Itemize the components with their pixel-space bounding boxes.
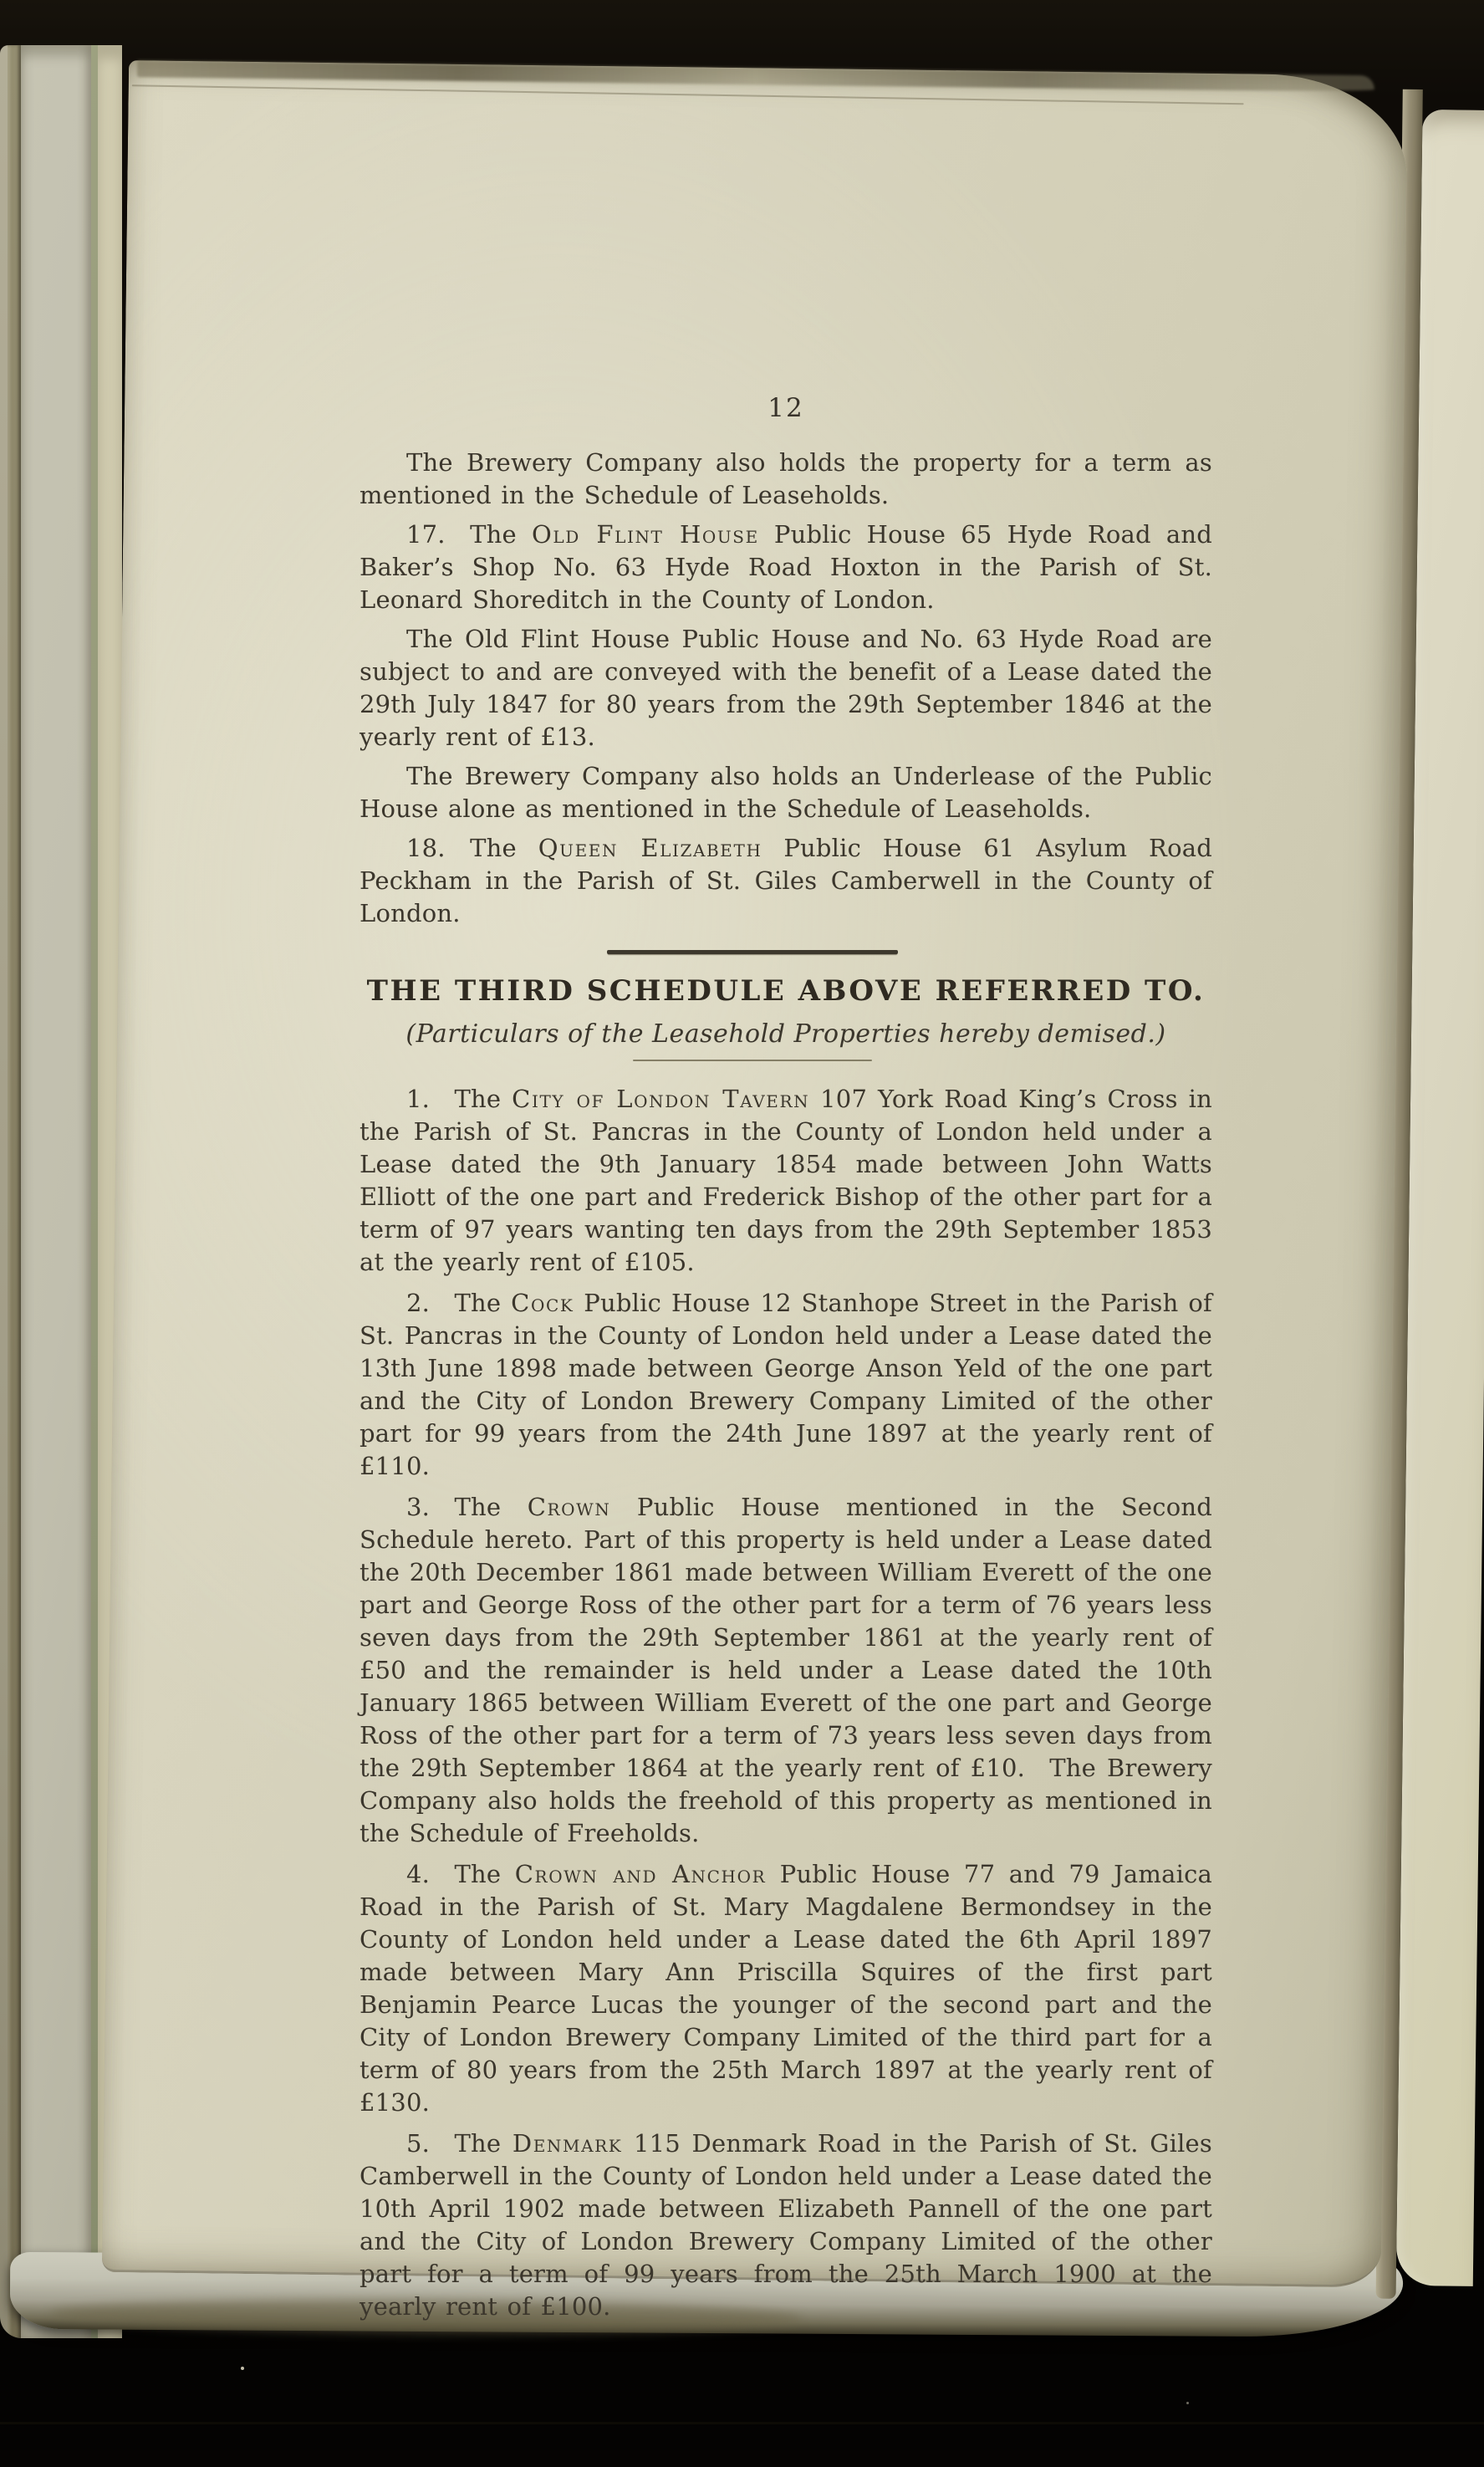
paragraph-text: 17. The <box>406 520 532 549</box>
property-name-smallcaps: Cock <box>511 1289 574 1317</box>
paragraph-text: Public House mentioned in the Second Schedule hereto. Part of this property is held under a Lease dated the 20th December 1861 made between William Everett of the one part and George Ross of the other part for a term of 76 years less seven days from the 29th September 1861 at the yearly rent of £50 and the remainder is held under a Lease dated the 10th January 1865 between William Everett of the one part and George Ross of the other part for a term of 73 years less seven days from the 29th September 1864 at the yearly rent of £10. The Brewery Company also holds the freehold of this property as mentioned in the Schedule of Freeholds. <box>359 1493 1212 1847</box>
schedule-heading: THE THIRD SCHEDULE ABOVE REFERRED TO. <box>366 974 1206 1008</box>
paragraph <box>360 1491 1212 1850</box>
paragraph-text: 18. The <box>406 834 538 862</box>
subtitle-divider-rule <box>633 1060 872 1061</box>
property-name-smallcaps: Crown <box>527 1493 611 1521</box>
paragraph <box>360 1858 1212 2119</box>
scanned-page <box>102 60 1408 2321</box>
dust-speck <box>241 2367 244 2370</box>
property-name-smallcaps: Crown and Anchor <box>514 1860 767 1888</box>
paragraph <box>360 760 1212 825</box>
paragraph <box>360 1083 1212 1279</box>
paragraph-text: 115 Denmark Road in the Parish of St. Giles Camberwell in the County of London held under a Lease dated the 10th April 1902 made between Elizabeth Pannell of the one part and the City of London Brewery Company Limited of the other part for a term of 99 years from the 25th March 1900 at the yearly rent of £100. <box>360 2129 1213 2321</box>
paragraph-text: 1. The <box>406 1085 513 1113</box>
property-name-smallcaps: Denmark <box>512 2129 623 2158</box>
property-name-smallcaps: Old Flint House <box>531 520 759 549</box>
paragraph <box>360 832 1212 930</box>
paragraph-text: 5. The <box>406 2129 513 2158</box>
paragraph-text: 4. The <box>406 1860 515 1888</box>
paragraph <box>360 518 1212 616</box>
section-divider-rule <box>607 950 898 954</box>
paragraph-text: 3. The <box>406 1493 528 1521</box>
page-content <box>115 60 1395 2321</box>
intro-paragraphs <box>360 447 1212 930</box>
schedule-paragraphs <box>360 1083 1212 2323</box>
paragraph <box>360 2127 1212 2323</box>
paragraph-text: Public House 61 Asylum Road Peckham in the Parish of St. Giles Camberwell in the County of London. <box>360 834 1213 927</box>
paragraph <box>360 623 1212 753</box>
property-name-smallcaps: City of London Tavern <box>512 1085 810 1113</box>
paragraph-text: The Brewery Company also holds the property for a term as mentioned in the Schedule of Leaseholds. <box>360 448 1212 509</box>
paragraph-text: Public House 65 Hyde Road and Baker’s Shop No. 63 Hyde Road Hoxton in the Parish of St. Leonard Shoreditch in the County of London. <box>360 520 1212 614</box>
paragraph <box>360 1287 1212 1483</box>
schedule-subtitle: (Particulars of the Leasehold Properties hereby demised.) <box>405 1019 1166 1049</box>
paragraph <box>360 447 1212 512</box>
paragraph-text: The Brewery Company also holds an Underlease of the Public House alone as mentioned in the Schedule of Leaseholds. <box>360 762 1212 823</box>
page-number: 12 <box>767 393 804 423</box>
paragraph-text: Public House 12 Stanhope Street in the Parish of St. Pancras in the County of London held under a Lease dated the 13th June 1898 made between George Anson Yeld of the one part and the City of London Brewery Company Limited of the other part for 99 years from the 24th June 1897 at the yearly rent of £110. <box>360 1289 1212 1480</box>
text-column <box>360 391 1212 2323</box>
paragraph-text: Public House 77 and 79 Jamaica Road in the Parish of St. Mary Magdalene Bermondsey in the County of London held under a Lease dated the 6th April 1897 made between Mary Ann Priscilla Squires of the first part Benjamin Pearce Lucas the younger of the second part and the City of London Brewery Company Limited of the third part for a term of 80 years from the 25th March 1897 at the yearly rent of £130. <box>360 1860 1213 2117</box>
paragraph-text: 2. The <box>406 1289 512 1317</box>
paragraph-text: The Old Flint House Public House and No. 63 Hyde Road are subject to and are conveyed with the benefit of a Lease dated the 29th July 1847 for 80 years from the 29th September 1846 at the yearly rent of £13. <box>360 625 1212 751</box>
paragraph-text: 107 York Road King’s Cross in the Parish of St. Pancras in the County of London held under a Lease dated the 9th January 1854 made between John Watts Elliott of the one part and Frederick Bishop of the other part for a term of 97 years wanting ten days from the 29th September 1853 at the yearly rent of £105. <box>360 1085 1212 1276</box>
property-name-smallcaps: Queen Elizabeth <box>538 834 762 862</box>
dust-speck <box>1186 2402 1189 2404</box>
